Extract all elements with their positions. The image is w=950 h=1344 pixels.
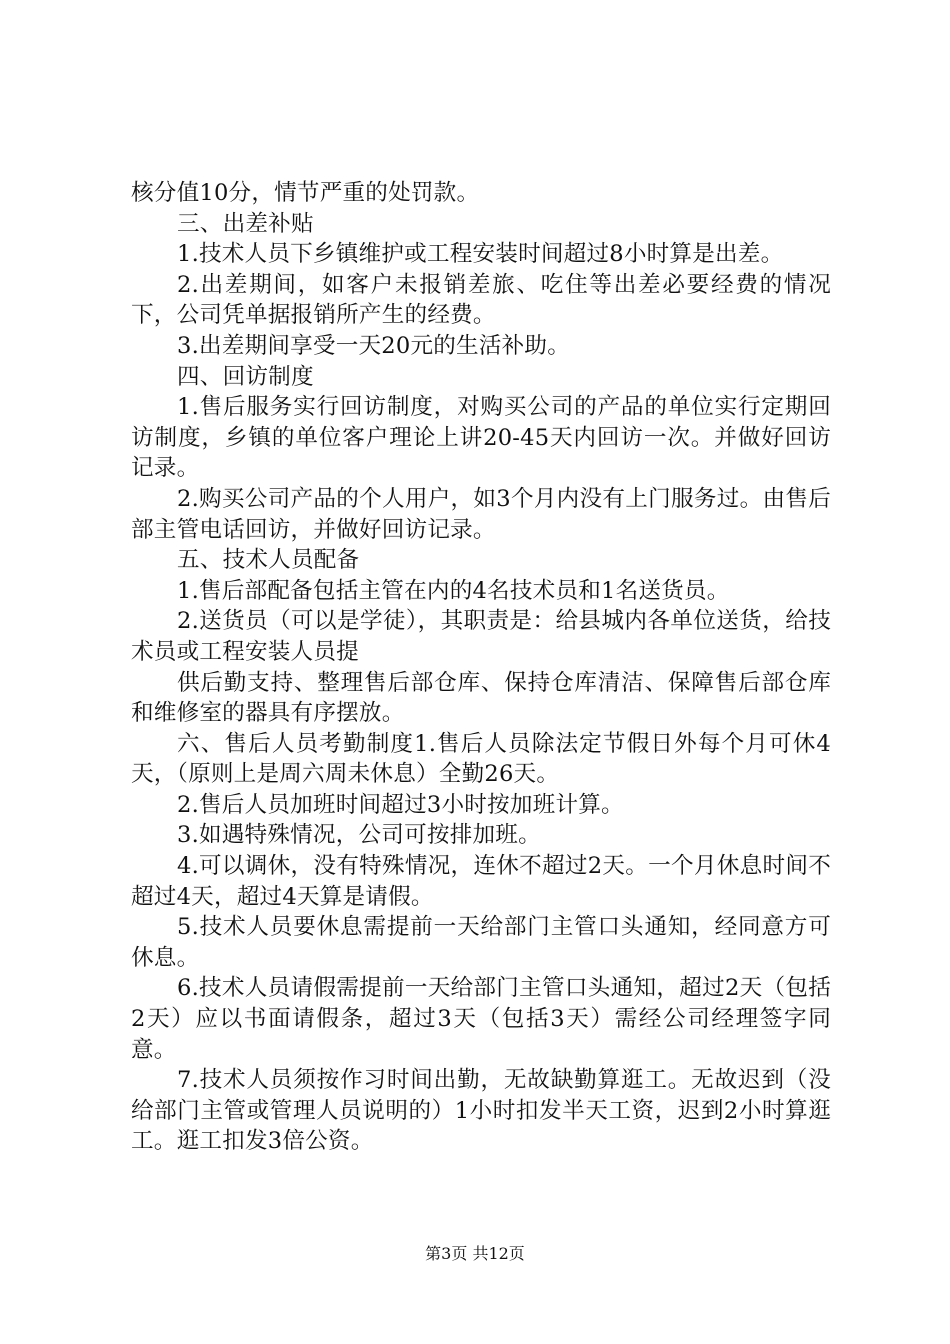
document-body [131, 178, 831, 1157]
body-paragraph: 3.出差期间享受一天20元的生活补助。 [177, 332, 571, 359]
body-paragraph: 核分值10分，情节严重的处罚款。 [131, 180, 480, 206]
body-paragraph: 2.出差期间，如客户未报销差旅、吃住等出差必要经费的情况下，公司凭单据报销所产生的经费。 [131, 271, 831, 329]
body-paragraph: 供后勤支持、整理售后部仓库、保持仓库清洁、保障售后部仓库和维修室的器具有序摆放。 [131, 669, 831, 727]
section-heading-return-visit: 四、回访制度 [177, 363, 314, 390]
body-paragraph: 2.售后人员加班时间超过3小时按加班计算。 [177, 791, 624, 818]
body-paragraph: 1.售后部配备包括主管在内的4名技术员和1名送货员。 [177, 577, 730, 604]
body-paragraph: 3.如遇特殊情况，公司可按排加班。 [177, 822, 541, 849]
body-paragraph: 5.技术人员要休息需提前一天给部门主管口头通知，经同意方可休息。 [131, 914, 831, 971]
page-number-footer: 第3页 共12页 [425, 1244, 525, 1263]
body-paragraph: 2.送货员（可以是学徒），其职责是：给县城内各单位送货，给技术员或工程安装人员提 [131, 608, 831, 665]
body-paragraph: 1.售后服务实行回访制度，对购买公司的产品的单位实行定期回访制度，乡镇的单位客户理论上讲20-45天内回访一次。并做好回访记录。 [131, 394, 831, 482]
body-paragraph: 4.可以调休，没有特殊情况，连休不超过2天。一个月休息时间不超过4天，超过4天算是请假。 [131, 853, 831, 910]
body-paragraph: 7.技术人员须按作习时间出勤，无故缺勤算逛工。无故迟到（没给部门主管或管理人员说明的）1小时扣发半天工资，迟到2小时算逛工。逛工扣发3倍公资。 [131, 1067, 831, 1155]
section-heading-attendance: 六、售后人员考勤制度1.售后人员除法定节假日外每个月可休4天，（原则上是周六周未休息）全勤26天。 [131, 730, 831, 788]
body-paragraph: 6.技术人员请假需提前一天给部门主管口头通知，超过2天（包括2天）应以书面请假条，超过3天（包括3天）需经公司经理签字同意。 [131, 975, 831, 1063]
section-heading-travel-allowance: 三、出差补贴 [177, 210, 314, 237]
body-paragraph: 2.购买公司产品的个人用户，如3个月内没有上门服务过。由售后部主管电话回访，并做好回访记录。 [131, 485, 831, 543]
body-paragraph: 1.技术人员下乡镇维护或工程安装时间超过8小时算是出差。 [177, 241, 784, 268]
section-heading-staffing: 五、技术人员配备 [177, 547, 360, 574]
